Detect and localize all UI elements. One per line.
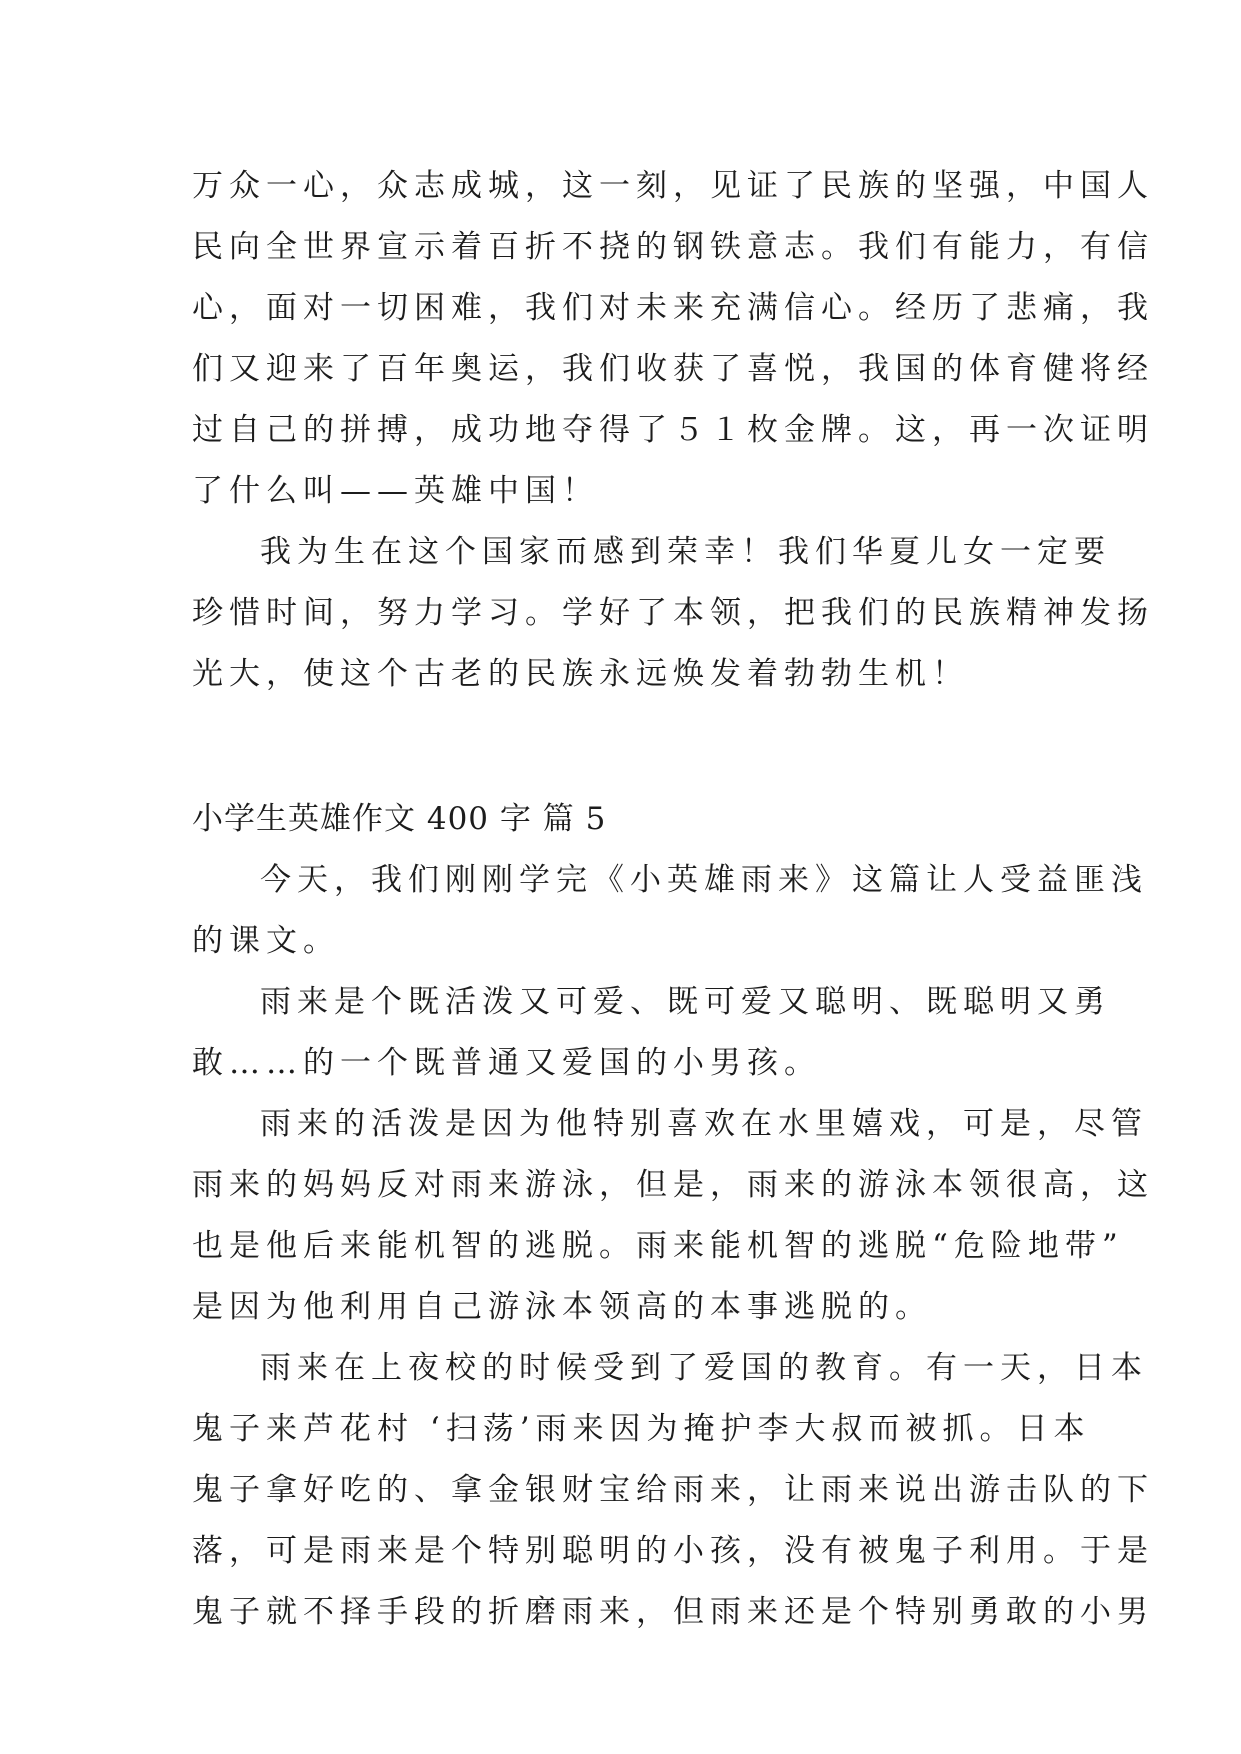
text-line: 敢……的一个既普通又爱国的小男孩。 [192,1045,821,1081]
section-spacer [192,705,1062,789]
paragraph [192,1094,1154,1338]
paragraph [192,156,1154,522]
text-line: 也是他后来能机智的逃脱。雨来能机智的逃脱“危险地带” [192,1228,1124,1264]
paragraph [192,972,1111,1094]
text-line: 落，可是雨来是个特别聪明的小孩，没有被鬼子利用。于是 [192,1533,1154,1569]
text-line: 的课文。 [192,923,340,959]
text-line: 雨来在上夜校的时候受到了爱国的教育。有一天，日本 [260,1350,1148,1386]
text-line: 光大，使这个古老的民族永远焕发着勃勃生机！ [192,656,969,692]
text-line: 今天，我们刚刚学完《小英雄雨来》这篇让人受益匪浅 [260,862,1148,898]
text-line: 万众一心，众志成城，这一刻，见证了民族的坚强，中国人 [192,168,1154,204]
text-line: 心，面对一切困难，我们对未来充满信心。经历了悲痛，我 [192,290,1154,326]
paragraph [192,1338,1154,1643]
text-column [192,156,1154,1643]
paragraph [192,850,1148,972]
section-heading: 小学生英雄作文 400 字 篇 5 [192,801,607,837]
text-line: 鬼子拿好吃的、拿金银财宝给雨来，让雨来说出游击队的下 [192,1472,1154,1508]
text-line: 民向全世界宣示着百折不挠的钢铁意志。我们有能力，有信 [192,229,1154,265]
paragraph [192,522,1154,705]
text-line: 雨来的妈妈反对雨来游泳，但是，雨来的游泳本领很高，这 [192,1167,1154,1203]
text-line: 是因为他利用自己游泳本领高的本事逃脱的。 [192,1289,932,1325]
text-line: 过自己的拼搏，成功地夺得了５１枚金牌。这，再一次证明 [192,412,1154,448]
text-line: 我为生在这个国家而感到荣幸！我们华夏儿女一定要 [260,534,1111,570]
text-line: 鬼子就不择手段的折磨雨来，但雨来还是个特别勇敢的小男 [192,1594,1154,1630]
text-line: 们又迎来了百年奥运，我们收获了喜悦，我国的体育健将经 [192,351,1154,387]
text-line: 珍惜时间，努力学习。学好了本领，把我们的民族精神发扬 [192,595,1154,631]
text-line: 雨来的活泼是因为他特别喜欢在水里嬉戏，可是，尽管 [260,1106,1148,1142]
text-line: 了什么叫——英雄中国！ [192,473,599,509]
text-line: 鬼子来芦花村 ‘扫荡’雨来因为掩护李大叔而被抓。日本 [192,1411,1091,1447]
text-line: 雨来是个既活泼又可爱、既可爱又聪明、既聪明又勇 [260,984,1111,1020]
